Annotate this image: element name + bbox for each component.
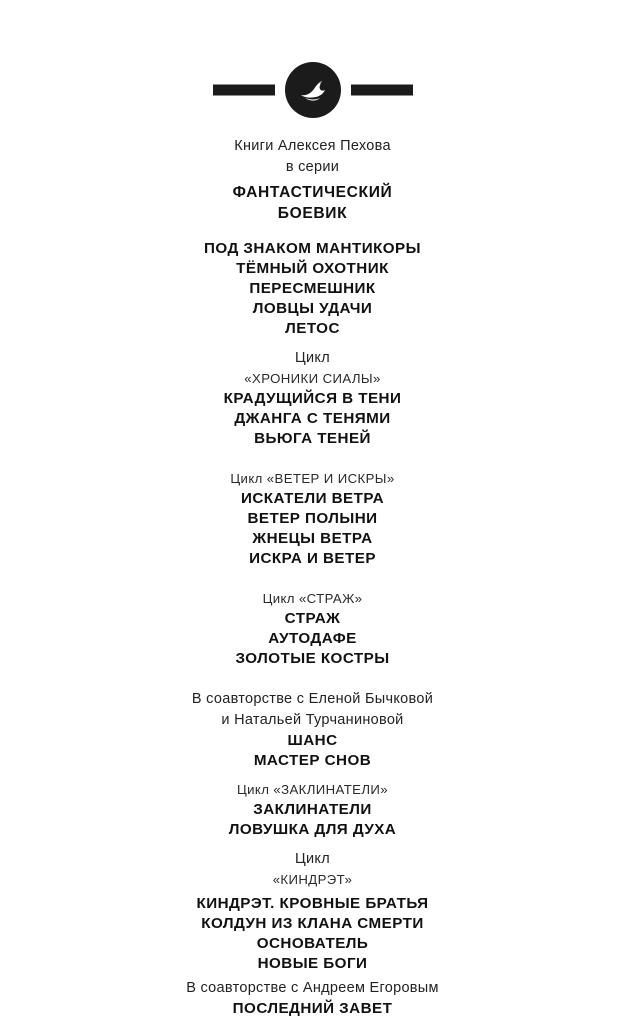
book-title: ЛОВЦЫ УДАЧИ [252,300,373,317]
book-title: ВЕТЕР ПОЛЫНИ [247,510,378,527]
book-title: ЖНЕЦЫ ВЕТРА [252,530,373,547]
section-heading: Цикл [295,350,330,366]
book-title: КРАДУЩИЙСЯ В ТЕНИ [223,390,402,407]
book-section [0,469,625,569]
book-title: ЛЕТОС [285,320,340,337]
book-title: МАСТЕР СНОВ [253,752,372,769]
book-title: СТРАЖ [284,610,341,627]
book-title: ПОСЛЕДНИЙ ЗАВЕТ [232,1000,393,1017]
book-title: ПЕРЕСМЕШНИК [249,280,376,297]
header-line: Книги Алексея Пехова [234,138,391,154]
book-section [0,348,625,449]
section-heading: Цикл «ЗАКЛИНАТЕЛИ» [236,782,389,797]
section-heading: Цикл [295,851,330,867]
book-title: ОСНОВАТЕЛЬ [256,935,369,952]
book-section [0,978,625,1019]
book-title: ПОД ЗНАКОМ МАНТИКОРЫ [204,240,421,257]
section-subheading: «КИНДРЭТ» [272,872,353,887]
section-heading: Цикл «СТРАЖ» [262,591,363,606]
book-title: КИНДРЭТ. КРОВНЫЕ БРАТЬЯ [196,895,429,912]
series-name-line: ФАНТАСТИЧЕСКИЙ [232,184,393,201]
series-header [0,136,625,224]
header-line: в серии [285,159,340,175]
series-emblem [0,62,625,118]
emblem-bar-left [213,85,275,96]
section-heading: В соавторстве с Андреем Егоровым [186,980,439,996]
book-section [0,239,625,339]
book-title: ЗАКЛИНАТЕЛИ [253,801,372,818]
book-title: ДЖАНГА С ТЕНЯМИ [234,410,391,427]
section-subheading: и Натальей Турчаниновой [221,712,404,728]
bird-in-circle-icon [285,62,341,118]
book-title: ШАНС [287,732,338,749]
book-title: ЛОВУШКА ДЛЯ ДУХА [228,821,397,838]
emblem-bar-right [351,85,413,96]
book-title: АУТОДАФЕ [268,630,357,647]
book-title: НОВЫЕ БОГИ [257,955,368,972]
book-title: ИСКРА И ВЕТЕР [249,550,376,567]
section-subheading: «ХРОНИКИ СИАЛЫ» [244,371,381,386]
book-section [0,849,625,974]
book-section [0,689,625,771]
book-list-content [0,136,625,1019]
book-title: ВЬЮГА ТЕНЕЙ [254,430,371,447]
book-title: ИСКАТЕЛИ ВЕТРА [240,490,385,507]
book-title: ЗОЛОТЫЕ КОСТРЫ [235,650,390,667]
book-section [0,780,625,840]
section-heading: В соавторстве с Еленой Бычковой [191,691,434,707]
book-title: ТЁМНЫЙ ОХОТНИК [236,260,389,277]
series-name-line: БОЕВИК [277,205,348,222]
section-heading: Цикл «ВЕТЕР И ИСКРЫ» [230,471,395,486]
book-title: КОЛДУН ИЗ КЛАНА СМЕРТИ [201,915,424,932]
emblem-graphic [213,62,413,118]
book-section [0,589,625,669]
